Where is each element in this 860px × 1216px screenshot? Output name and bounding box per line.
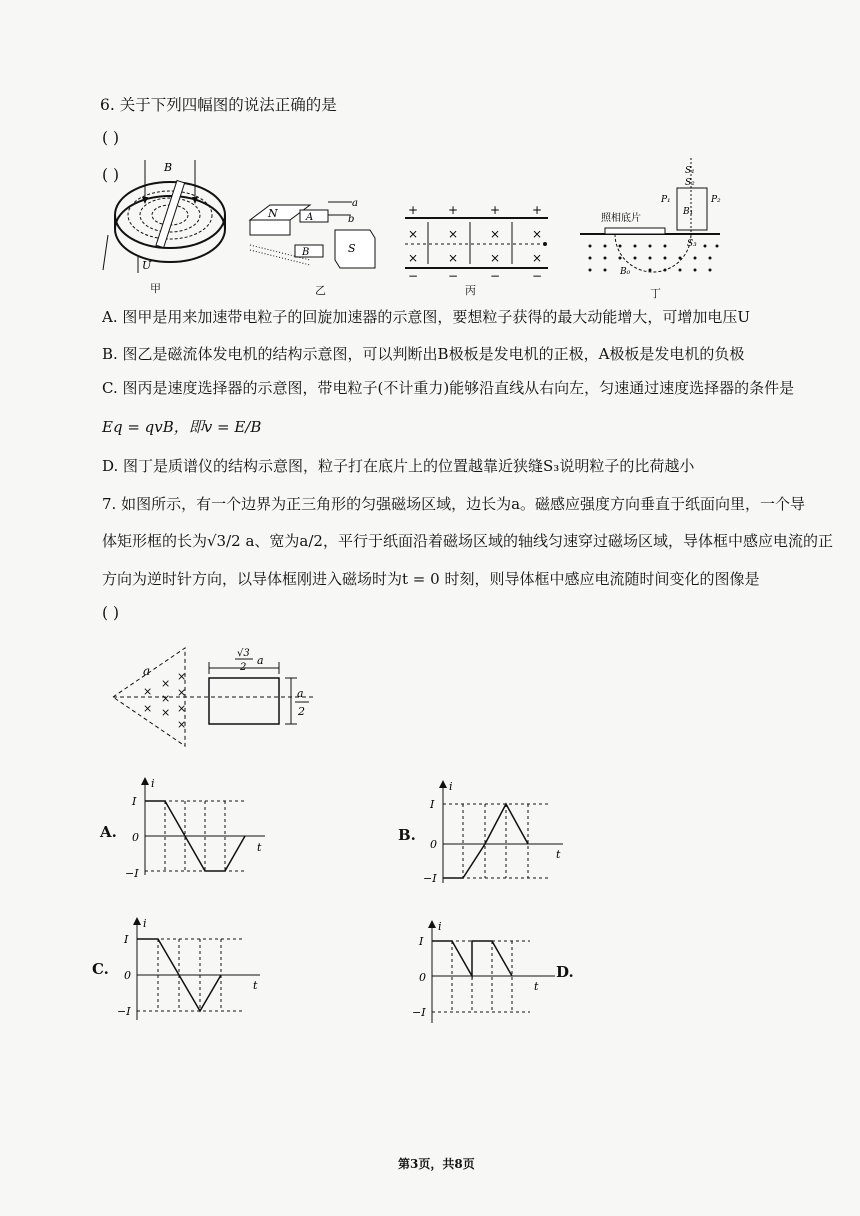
length-a: a — [257, 654, 264, 667]
tick-zero-label: 0 — [430, 838, 437, 851]
q7-stem-line-1: 7. 如图所示，有一个边界为正三角形的匀强磁场区域，边长为a。磁感应强度方向垂直于纸面向里，一个导 — [102, 495, 806, 513]
q6-answer-paren: ( ) — [102, 129, 120, 147]
axis-t-label: t — [556, 848, 561, 861]
slit-s2-label: S₂ — [685, 178, 695, 188]
q6-option-d[interactable]: D. 图丁是质谱仪的结构示意图，粒子打在底片上的位置越靠近狭缝S₃说明粒子的比荷越小 — [102, 457, 695, 475]
field-x: × — [161, 692, 171, 705]
tick-zero-label: 0 — [132, 831, 139, 844]
field-x-7: × — [490, 251, 501, 265]
q6-option-c[interactable]: C. 图丙是速度选择器的示意图，带电粒子(不计重力)能够沿直线从右向左，匀速通过速度选择器的条件是 — [102, 379, 795, 397]
tick-i-label: I — [430, 798, 435, 811]
q7-option-b[interactable]: B. — [398, 826, 416, 844]
plate-a-label: A — [306, 212, 314, 223]
field-b1-label: B₁ — [683, 207, 694, 217]
figure-label-yi: 乙 — [315, 284, 326, 297]
tick-zero-label: 0 — [419, 971, 426, 984]
minus-sign-3: − — [490, 269, 501, 280]
figure-label-ding: 丁 — [650, 287, 661, 300]
q7-stem-line-2: 体矩形框的长为√3/2 a、宽为a/2，平行于纸面沿着磁场区域的轴线匀速穿过磁场区域，导体框中感应电流的正 — [102, 532, 833, 550]
axis-t-label: t — [253, 979, 258, 992]
page-footer: 第3页，共8页 — [398, 1157, 475, 1171]
field-x-2: × — [448, 227, 459, 241]
plate-p2-label: P₂ — [711, 195, 721, 205]
tick-i-label: I — [124, 933, 129, 946]
axis-t-label: t — [534, 980, 539, 993]
plate-p1-label: P₁ — [661, 195, 671, 205]
axis-i-label: i — [438, 920, 442, 933]
plus-sign-3: + — [490, 203, 501, 217]
tick-i-label: I — [132, 795, 137, 808]
cyclotron-u-label: U — [142, 259, 152, 272]
minus-sign-1: − — [408, 269, 419, 280]
q6-option-b[interactable]: B. 图乙是磁流体发电机的结构示意图，可以判断出B极板是发电机的正极，A极板是发电机的负极 — [102, 345, 745, 363]
tick-neg-i-label: −I — [117, 1005, 131, 1018]
length-numerator: √3 — [237, 648, 250, 659]
figure-label-bing: 丙 — [465, 284, 476, 297]
magnet-n-label: N — [268, 207, 278, 220]
axis-i-label: i — [151, 777, 155, 790]
width-denominator: 2 — [298, 705, 305, 718]
width-numerator: a — [297, 687, 304, 700]
q7-answer-paren: ( ) — [102, 604, 120, 622]
tick-neg-i-label: −I — [423, 872, 437, 885]
tick-neg-i-label: −I — [125, 867, 139, 880]
slit-s1-label: S₁ — [685, 166, 695, 176]
axis-t-label: t — [257, 841, 262, 854]
minus-sign-2: − — [448, 269, 459, 280]
magnet-s-label: S — [348, 242, 356, 255]
length-denominator: 2 — [240, 662, 247, 673]
graph-b — [418, 778, 568, 888]
field-x: × — [177, 718, 187, 731]
q7-option-d[interactable]: D. — [556, 963, 574, 981]
field-x-5: × — [408, 251, 419, 265]
field-x: × — [177, 670, 187, 683]
field-x: × — [143, 685, 153, 698]
axis-i-label: i — [143, 917, 147, 930]
velocity-selector-figure — [400, 200, 555, 280]
triangle-side-a-label: a — [143, 664, 151, 678]
terminal-a-label: a — [352, 198, 358, 209]
plus-sign-4: + — [532, 203, 543, 217]
q7-option-a[interactable]: A. — [100, 823, 117, 841]
minus-sign-4: − — [532, 269, 543, 280]
q6-option-a[interactable]: A. 图甲是用来加速带电粒子的回旋加速器的示意图，要想粒子获得的最大动能增大，可增加电压U — [102, 308, 751, 326]
graph-c — [115, 915, 265, 1025]
figure-label-jia: 甲 — [150, 282, 161, 295]
graph-a — [125, 775, 270, 885]
q7-stem-line-3: 方向为逆时针方向，以导体框刚进入磁场时为t = 0 时刻，则导体框中感应电流随时间变化的图像是 — [102, 570, 760, 588]
field-x: × — [143, 702, 153, 715]
plus-sign-2: + — [448, 203, 459, 217]
q6-stem: 6. 关于下列四幅图的说法正确的是 — [100, 96, 337, 114]
plate-b-label: B — [302, 247, 310, 258]
film-label: 照相底片 — [601, 213, 641, 224]
field-x-1: × — [408, 227, 419, 241]
tick-neg-i-label: −I — [412, 1006, 426, 1019]
q6-answer-paren-2: ( ) — [102, 166, 120, 184]
field-x: × — [177, 702, 187, 715]
cyclotron-b-label: B — [164, 161, 173, 174]
field-x: × — [177, 686, 187, 699]
mass-spectrometer-figure — [575, 158, 725, 288]
cyclotron-figure — [100, 155, 235, 285]
mhd-generator-figure — [240, 190, 390, 280]
field-b0-label: B₀ — [620, 267, 631, 277]
field-x: × — [161, 677, 171, 690]
graph-d — [410, 918, 560, 1028]
q6-option-c-formula: Eq = qvB，即v = E/B — [102, 418, 262, 436]
field-x-3: × — [490, 227, 501, 241]
plus-sign-1: + — [408, 203, 419, 217]
terminal-b-label: b — [348, 214, 355, 225]
tick-i-label: I — [419, 935, 424, 948]
tick-zero-label: 0 — [124, 969, 131, 982]
magnetic-field-triangle-figure — [105, 640, 320, 750]
q7-option-c[interactable]: C. — [92, 960, 109, 978]
axis-i-label: i — [449, 780, 453, 793]
field-x-4: × — [532, 227, 543, 241]
field-x-8: × — [532, 251, 543, 265]
field-x-6: × — [448, 251, 459, 265]
slit-s3-label: S₃ — [687, 239, 697, 249]
field-x: × — [161, 706, 171, 719]
